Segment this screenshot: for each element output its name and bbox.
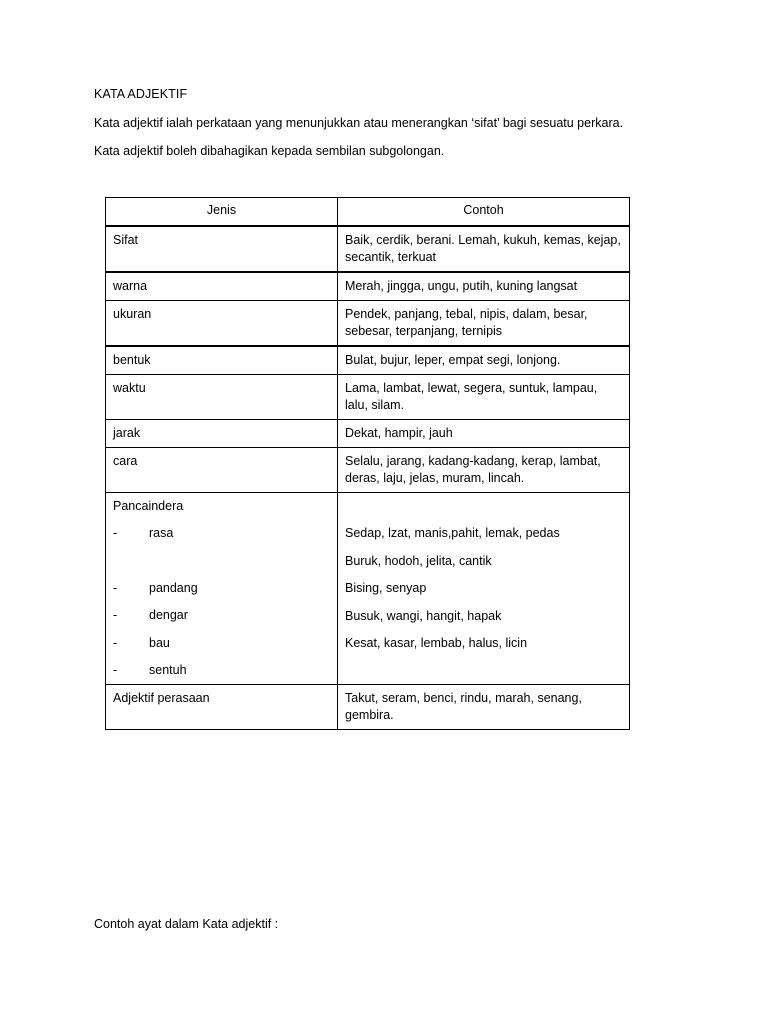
table-row bbox=[106, 346, 630, 375]
row-type-cell: waktu bbox=[106, 375, 338, 420]
table-row bbox=[106, 420, 630, 448]
sense-value: Busuk, wangi, hangit, hapak bbox=[345, 608, 502, 623]
example-sentences-heading: Contoh ayat dalam Kata adjektif : bbox=[94, 917, 279, 931]
row-example-cell: Merah, jingga, ungu, putih, kuning langsat bbox=[338, 272, 630, 301]
sense-item-dengar: - dengar bbox=[113, 608, 188, 622]
sense-value: Buruk, hodoh, jelita, cantik bbox=[345, 553, 492, 568]
pancaindera-label: Pancaindera bbox=[113, 499, 184, 513]
table-row-pancaindera bbox=[106, 493, 630, 685]
sense-value: Sedap, lzat, manis,pahit, lemak, pedas bbox=[345, 526, 560, 540]
sense-item-bau: - bau bbox=[113, 635, 170, 650]
pancaindera-type-cell bbox=[106, 493, 338, 685]
table-row bbox=[106, 226, 630, 272]
sense-value: Bising, senyap bbox=[345, 581, 427, 595]
table-row bbox=[106, 448, 630, 493]
subgroup-paragraph: Kata adjektif boleh dibahagikan kepada sembilan subgolongan. bbox=[94, 144, 445, 158]
row-example-cell: Bulat, bujur, leper, empat segi, lonjong. bbox=[338, 346, 630, 375]
sense-item-sentuh: - sentuh bbox=[113, 663, 187, 677]
row-type-cell: bentuk bbox=[106, 346, 338, 375]
row-example-cell: Baik, cerdik, berani. Lemah, kukuh, kemas, kejap, secantik, terkuat bbox=[338, 226, 630, 272]
table-header-row bbox=[106, 198, 630, 227]
table-row-perasaan bbox=[106, 685, 630, 730]
row-example-cell: Dekat, hampir, jauh bbox=[338, 420, 630, 448]
row-type-cell: ukuran bbox=[106, 301, 338, 347]
sense-spacer bbox=[113, 553, 330, 570]
header-jenis: Jenis bbox=[106, 198, 338, 227]
table-row bbox=[106, 301, 630, 347]
row-type-cell: jarak bbox=[106, 420, 338, 448]
row-type-cell: Adjektif perasaan bbox=[106, 685, 338, 730]
header-contoh: Contoh bbox=[338, 198, 630, 227]
sense-item-rasa: - rasa bbox=[113, 526, 174, 540]
sense-item-pandang: - pandang bbox=[113, 580, 198, 595]
row-type-cell: Sifat bbox=[106, 226, 338, 272]
row-example-cell: Selalu, jarang, kadang-kadang, kerap, lambat, deras, laju, jelas, muram, lincah. bbox=[338, 448, 630, 493]
row-example-cell: Lama, lambat, lewat, segera, suntuk, lampau, lalu, silam. bbox=[338, 375, 630, 420]
pancaindera-example-cell bbox=[338, 493, 630, 685]
table-row bbox=[106, 375, 630, 420]
sense-value-spacer bbox=[345, 498, 622, 515]
sense-value: Kesat, kasar, lembab, halus, licin bbox=[345, 636, 528, 650]
row-example-cell: Takut, seram, benci, rindu, marah, senang, gembira. bbox=[338, 685, 630, 730]
adjective-types-table bbox=[105, 197, 630, 730]
definition-paragraph: Kata adjektif ialah perkataan yang menunjukkan atau menerangkan ‘sifat’ bagi sesuatu perkara. bbox=[94, 116, 624, 130]
document-title: KATA ADJEKTIF bbox=[94, 87, 188, 101]
row-type-cell: cara bbox=[106, 448, 338, 493]
table-row bbox=[106, 272, 630, 301]
row-example-cell: Pendek, panjang, tebal, nipis, dalam, besar, sebesar, terpanjang, ternipis bbox=[338, 301, 630, 347]
row-type-cell: warna bbox=[106, 272, 338, 301]
